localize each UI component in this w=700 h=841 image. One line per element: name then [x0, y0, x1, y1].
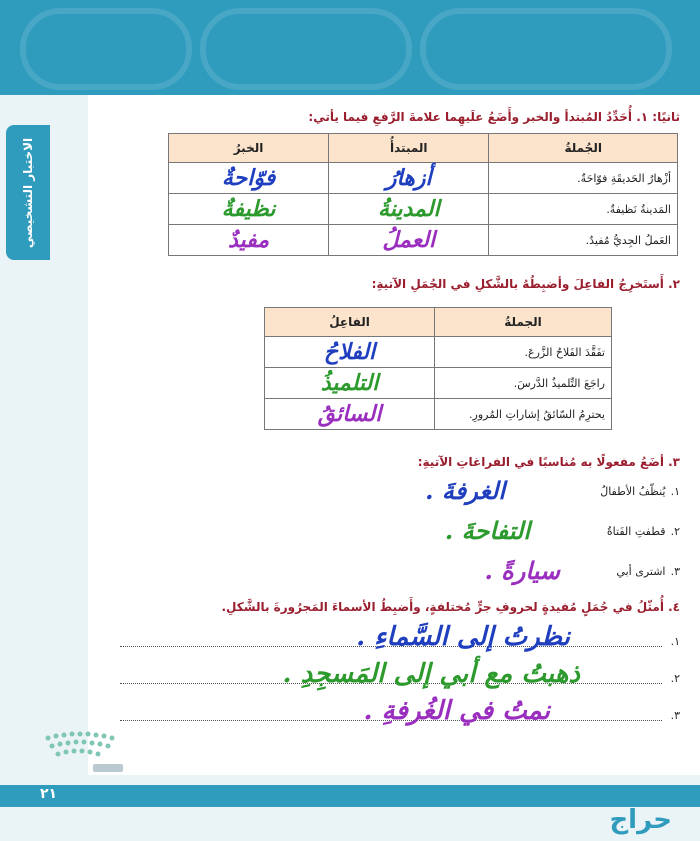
- fill-number: ١.: [670, 485, 680, 498]
- table1-predicate-answer: فوّاحةٌ: [169, 163, 329, 194]
- example-answer: ذهبتُ مع أبي إلى المَسجِدِ .: [282, 659, 580, 689]
- table2-header-sentence: الجملةُ: [435, 308, 612, 337]
- table-row: [169, 163, 678, 194]
- table2-agent-answer: الفلاحُ: [265, 337, 435, 368]
- table1-header-subject: المبتدأُ: [329, 134, 489, 163]
- table1-sentence: المَدينةُ نَظيفةٌ.: [489, 194, 678, 225]
- table2-agent-answer: السائقُ: [265, 399, 435, 430]
- table2-sentence: يحترِمُ السّائقُ إشاراتِ المُرورِ.: [435, 399, 612, 430]
- table1-sentence: أزْهارُ الحَديقَةِ فوّاحَةٌ.: [489, 163, 678, 194]
- table1-sentence: العَملُ الجِديُّ مُفيدٌ.: [489, 225, 678, 256]
- table1-subject-answer: المدينةُ: [329, 194, 489, 225]
- page-number: ٢١: [40, 786, 58, 802]
- fill-text: اشترى أبي: [616, 565, 666, 578]
- fill-line-2: [120, 516, 680, 554]
- question-4: ٤. أُمثّلُ في جُمَلٍ مُفيدةٍ لحروفِ جرٍّ مُختلفةٍ، وأَضبِطُ الأسماءَ المَجرُورةَ بالشَّكلِ.: [221, 600, 680, 614]
- side-tab: [6, 125, 50, 260]
- table2-sentence: راجَعَ التِّلميذُ الدَّرسَ.: [435, 368, 612, 399]
- example-number: ٢.: [670, 672, 680, 685]
- ministry-logo-icon: [38, 728, 128, 778]
- example-answer: نظرتُ إلى السَّماءِ .: [356, 622, 570, 652]
- question-2: ٢. أَستَخرِجُ الفاعِلَ وأضبِطُهُ بالشَّكلِ في الجُمَلِ الآتيةِ:: [371, 277, 680, 291]
- fill-text: قطفتِ الفَتاةُ: [606, 525, 666, 538]
- table2-header-agent: الفاعِلُ: [265, 308, 435, 337]
- fill-text: يُنظّفُ الأطفالُ: [600, 485, 666, 498]
- footer-bar: [0, 785, 700, 807]
- table1-predicate-answer: مفيدٌ: [169, 225, 329, 256]
- table2-sentence: تفَقَّدَ الفَلاحُ الزَّرعَ.: [435, 337, 612, 368]
- fill-answer: التفاحةَ .: [444, 516, 530, 545]
- side-tab-label: الاختبار التشخيصي: [21, 137, 35, 248]
- top-banner: [0, 0, 700, 95]
- fill-answer: الغرفةَ .: [425, 476, 505, 505]
- banner-decoration: [200, 8, 412, 90]
- table-subject-predicate: [168, 133, 678, 256]
- example-number: ١.: [670, 635, 680, 648]
- table1-subject-answer: أزهارُ: [329, 163, 489, 194]
- example-answer: نمتُ في الغُرفةِ .: [363, 696, 550, 726]
- table-agent: [264, 307, 612, 430]
- table1-subject-answer: العملُ: [329, 225, 489, 256]
- table1-predicate-answer: نظيفةٌ: [169, 194, 329, 225]
- fill-number: ٣.: [670, 565, 680, 578]
- fill-line-1: [120, 476, 680, 514]
- example-number: ٣.: [670, 709, 680, 722]
- table1-header-predicate: الخبرُ: [169, 134, 329, 163]
- table2-agent-answer: التلميذُ: [265, 368, 435, 399]
- watermark: حراج: [609, 805, 672, 835]
- table-row: [169, 225, 678, 256]
- question-1: ثانيًا: ١. أُحَدِّدُ المُبتدأ والخبر وأَضَعُ علَيهِما علامةَ الرَّفعِ فيما يأتي:: [308, 110, 680, 124]
- question-3: ٣. أضَعُ مفعولًا به مُناسبًا في الفراغاتِ الآتيةِ:: [417, 455, 680, 469]
- fill-number: ٢.: [670, 525, 680, 538]
- banner-decoration: [420, 8, 672, 90]
- fill-line-3: [120, 556, 680, 594]
- table1-header-sentence: الجُملةُ: [489, 134, 678, 163]
- banner-decoration: [20, 8, 192, 90]
- table-row: [265, 337, 612, 368]
- table-row: [265, 399, 612, 430]
- example-line-3: [120, 696, 680, 738]
- table-row: [265, 368, 612, 399]
- worksheet-page: [88, 95, 700, 775]
- table-row: [169, 194, 678, 225]
- fill-answer: سيارةً .: [484, 556, 560, 585]
